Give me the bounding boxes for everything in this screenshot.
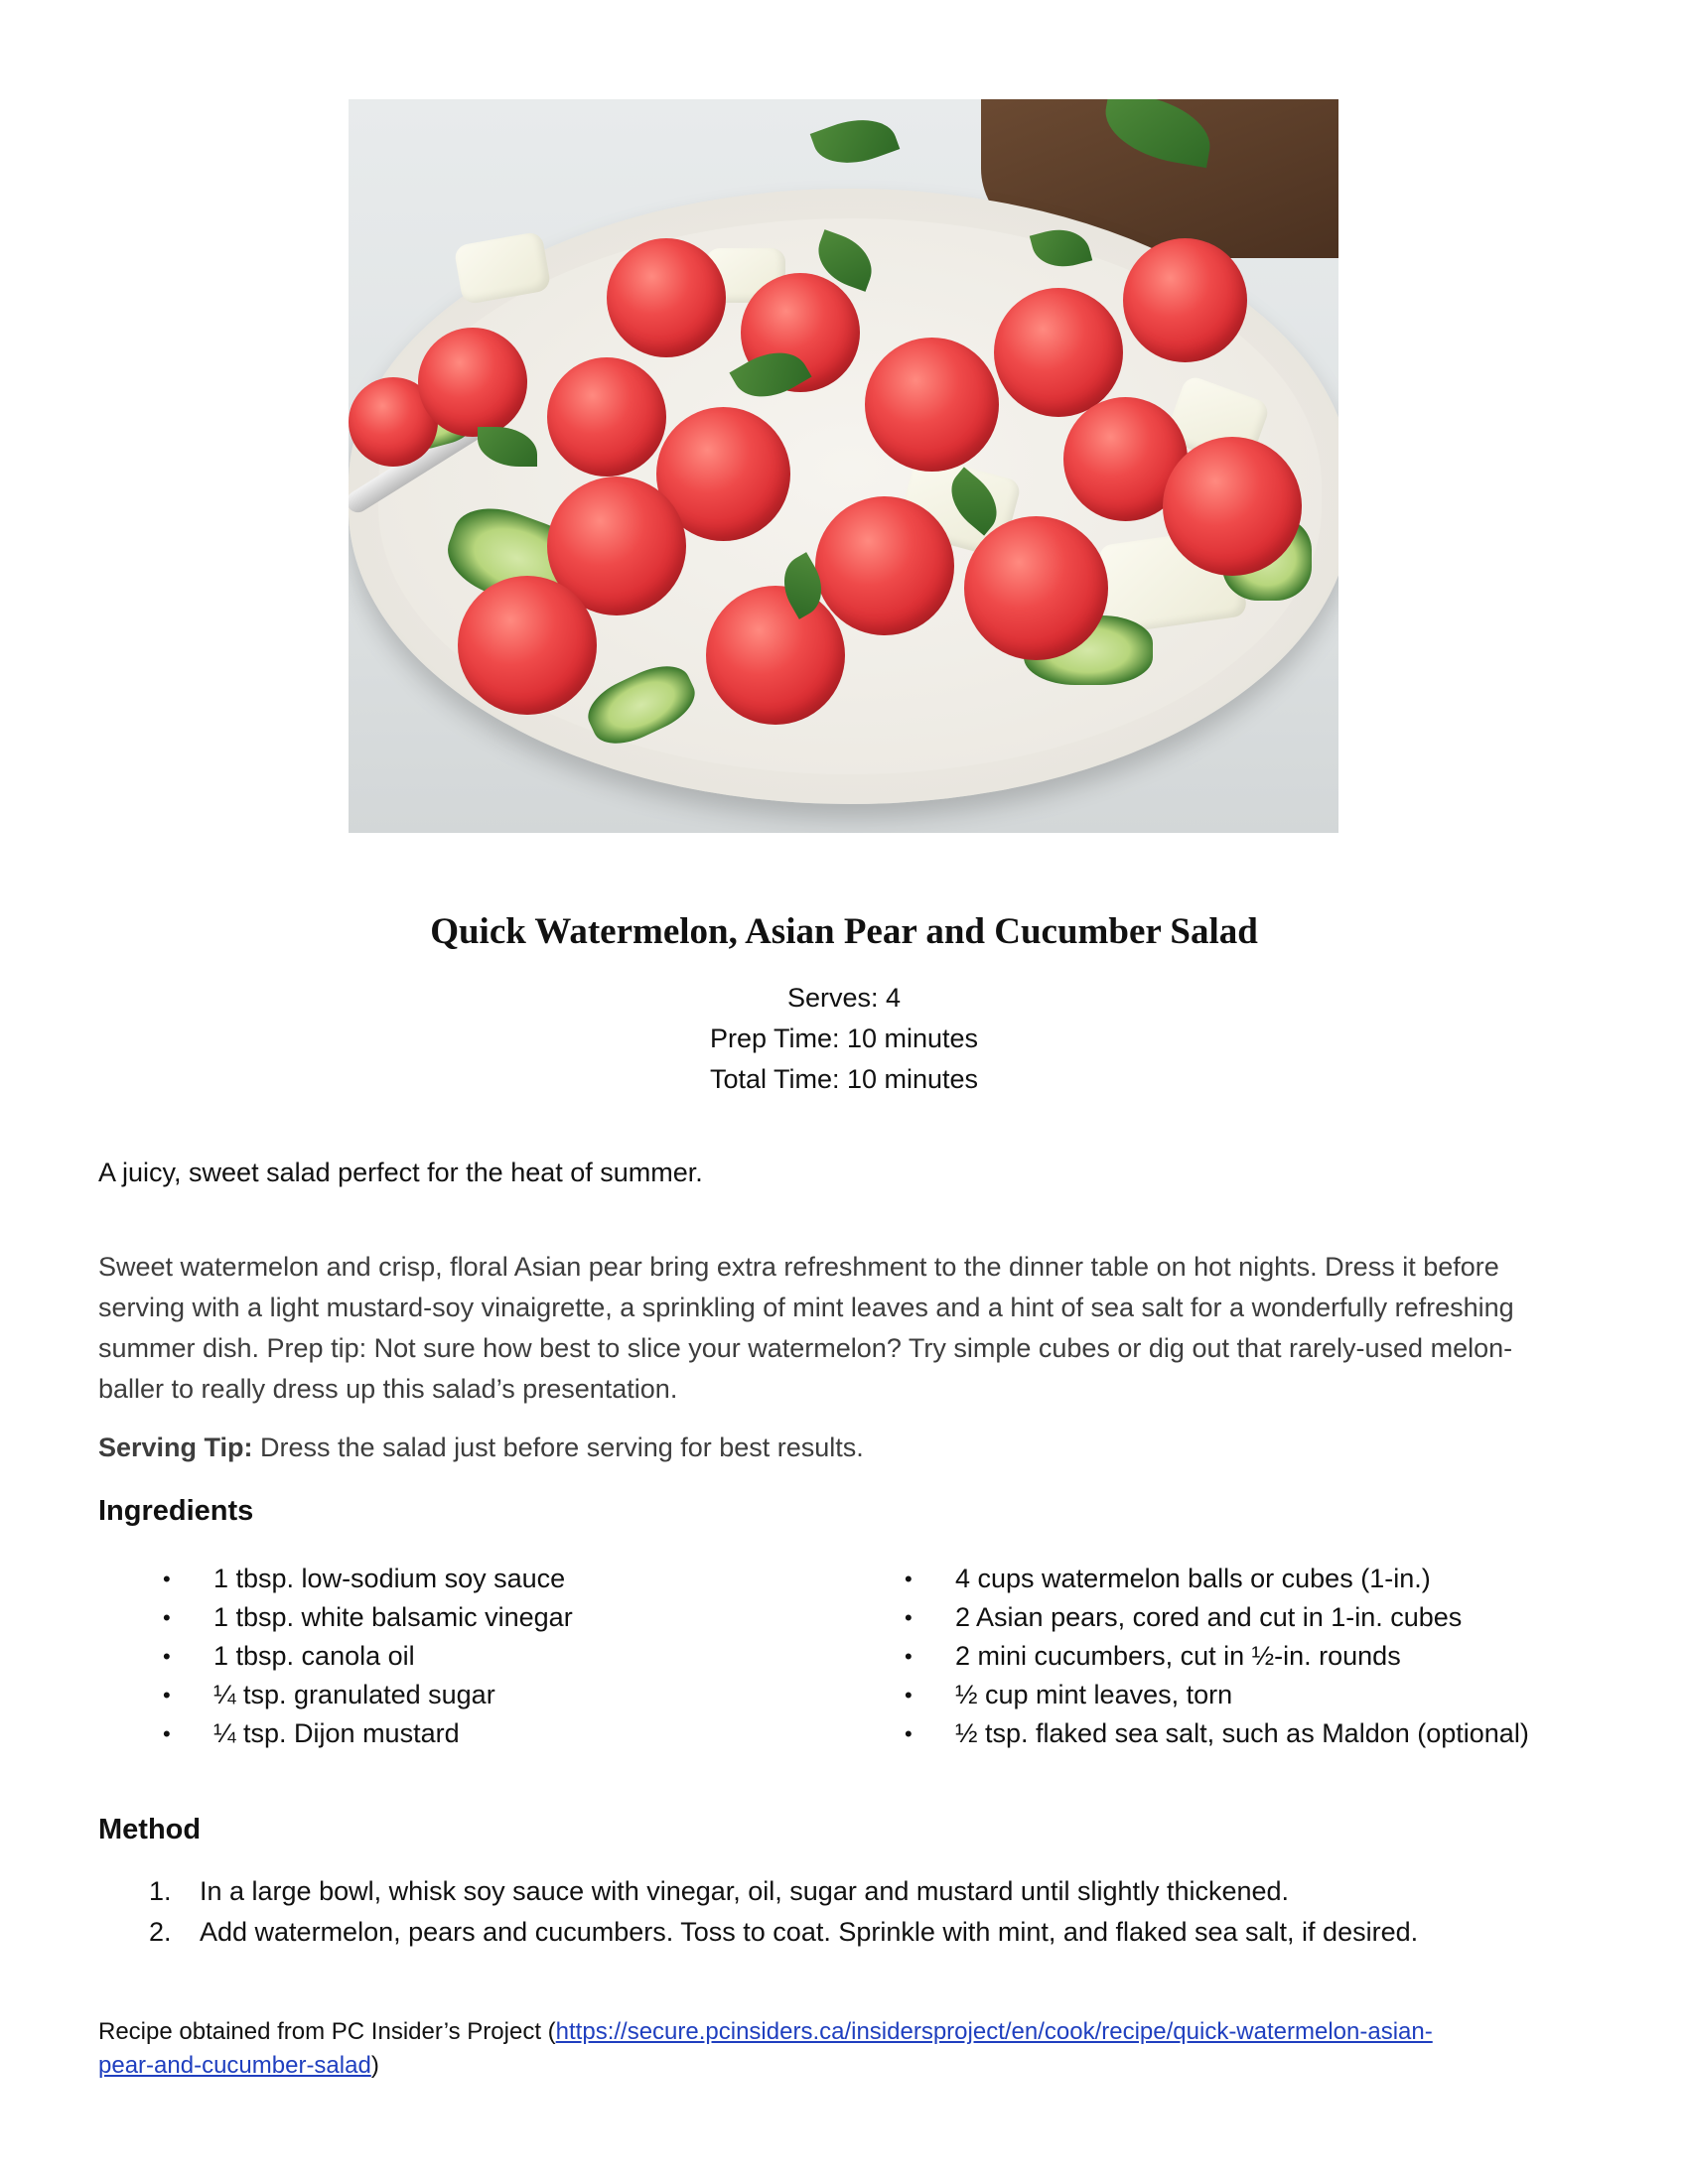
serves: Serves: 4 xyxy=(786,983,902,1013)
step-number: 1. xyxy=(149,1876,172,1906)
prep-time: Prep Time: 10 minutes xyxy=(709,1024,979,1053)
list-item xyxy=(163,1560,573,1598)
step-number: 2. xyxy=(149,1917,172,1947)
list-item xyxy=(905,1560,1529,1598)
bullet-icon: • xyxy=(163,1683,171,1707)
source-link-line2: pear-and-cucumber-salad xyxy=(98,2052,371,2079)
bullet-icon: • xyxy=(905,1644,913,1669)
method-step xyxy=(149,1871,1418,1912)
list-item xyxy=(905,1598,1529,1637)
source-prefix: Recipe obtained from PC Insider’s Project ( xyxy=(98,2018,556,2045)
step-text: Add watermelon, pears and cucumbers. Toss to coat. Sprinkle with mint, and flaked sea salt, if desired. xyxy=(200,1917,1419,1947)
list-item xyxy=(163,1676,573,1714)
method-heading: Method xyxy=(98,1814,202,1845)
total-time: Total Time: 10 minutes xyxy=(709,1064,979,1094)
description-line: Sweet watermelon and crisp, floral Asian pear bring extra refreshment to the dinner table on hot nights. Dress it before xyxy=(98,1252,1499,1282)
ingredient: ½ tsp. flaked sea salt, such as Maldon (optional) xyxy=(955,1718,1529,1748)
list-item xyxy=(905,1714,1529,1753)
serving-tip-text: Dress the salad just before serving for best results. xyxy=(252,1433,864,1462)
list-item xyxy=(905,1637,1529,1676)
description-line: serving with a light mustard-soy vinaigrette, a sprinkling of mint leaves and a hint of sea salt for a wonderfully refreshing xyxy=(98,1293,1514,1322)
intro-text: A juicy, sweet salad perfect for the heat of summer. xyxy=(98,1158,703,1187)
watermelon-ball xyxy=(1163,437,1302,576)
method-steps xyxy=(149,1871,1418,1953)
watermelon-ball xyxy=(1123,238,1247,362)
recipe-title: Quick Watermelon, Asian Pear and Cucumber Salad xyxy=(430,911,1258,952)
bullet-icon: • xyxy=(163,1605,171,1630)
bullet-icon: • xyxy=(905,1567,913,1591)
watermelon-ball xyxy=(418,328,527,437)
salad-photo xyxy=(349,99,1338,833)
ingredient: 1 tbsp. canola oil xyxy=(213,1641,415,1671)
ingredient: ½ cup mint leaves, torn xyxy=(955,1680,1233,1709)
list-item xyxy=(163,1598,573,1637)
watermelon-ball xyxy=(865,338,999,472)
ingredient: 1 tbsp. low-sodium soy sauce xyxy=(213,1564,566,1593)
ingredients-list-left xyxy=(163,1560,573,1753)
watermelon-ball xyxy=(706,586,845,725)
list-item xyxy=(163,1714,573,1753)
bullet-icon: • xyxy=(163,1721,171,1746)
ingredient: 2 mini cucumbers, cut in ½-in. rounds xyxy=(955,1641,1401,1671)
mint-leaf xyxy=(810,107,901,177)
watermelon-ball xyxy=(547,357,666,477)
watermelon-ball xyxy=(994,288,1123,417)
source-note xyxy=(98,2015,1627,2083)
serving-tip-label: Serving Tip: xyxy=(98,1433,253,1462)
watermelon-ball xyxy=(964,516,1108,660)
ingredients-heading: Ingredients xyxy=(98,1495,254,1527)
ingredient: 2 Asian pears, cored and cut in 1-in. cubes xyxy=(955,1602,1463,1632)
serving-tip xyxy=(98,1433,864,1463)
ingredient: ¼ tsp. granulated sugar xyxy=(213,1680,495,1709)
description-line: summer dish. Prep tip: Not sure how best to slice your watermelon? Try simple cubes or dig out that rarely-used melon- xyxy=(98,1333,1513,1363)
bullet-icon: • xyxy=(163,1644,171,1669)
ingredients-list-right xyxy=(905,1560,1529,1753)
description xyxy=(98,1247,1608,1410)
bullet-icon: • xyxy=(905,1721,913,1746)
ingredient: 1 tbsp. white balsamic vinegar xyxy=(213,1602,573,1632)
description-line: baller to really dress up this salad’s presentation. xyxy=(98,1374,678,1404)
source-suffix: ) xyxy=(370,2052,379,2079)
watermelon-ball xyxy=(458,576,597,715)
bullet-icon: • xyxy=(905,1683,913,1707)
list-item xyxy=(163,1637,573,1676)
ingredient: ¼ tsp. Dijon mustard xyxy=(213,1718,460,1748)
step-text: In a large bowl, whisk soy sauce with vinegar, oil, sugar and mustard until slightly thickened. xyxy=(200,1876,1290,1906)
watermelon-ball xyxy=(607,238,726,357)
ingredient: 4 cups watermelon balls or cubes (1-in.) xyxy=(955,1564,1431,1593)
bullet-icon: • xyxy=(905,1605,913,1630)
watermelon-ball xyxy=(815,496,954,635)
method-step xyxy=(149,1912,1418,1953)
source-link-line1: https://secure.pcinsiders.ca/insidersproject/en/cook/recipe/quick-watermelon-asian- xyxy=(555,2018,1433,2045)
bullet-icon: • xyxy=(163,1567,171,1591)
list-item xyxy=(905,1676,1529,1714)
